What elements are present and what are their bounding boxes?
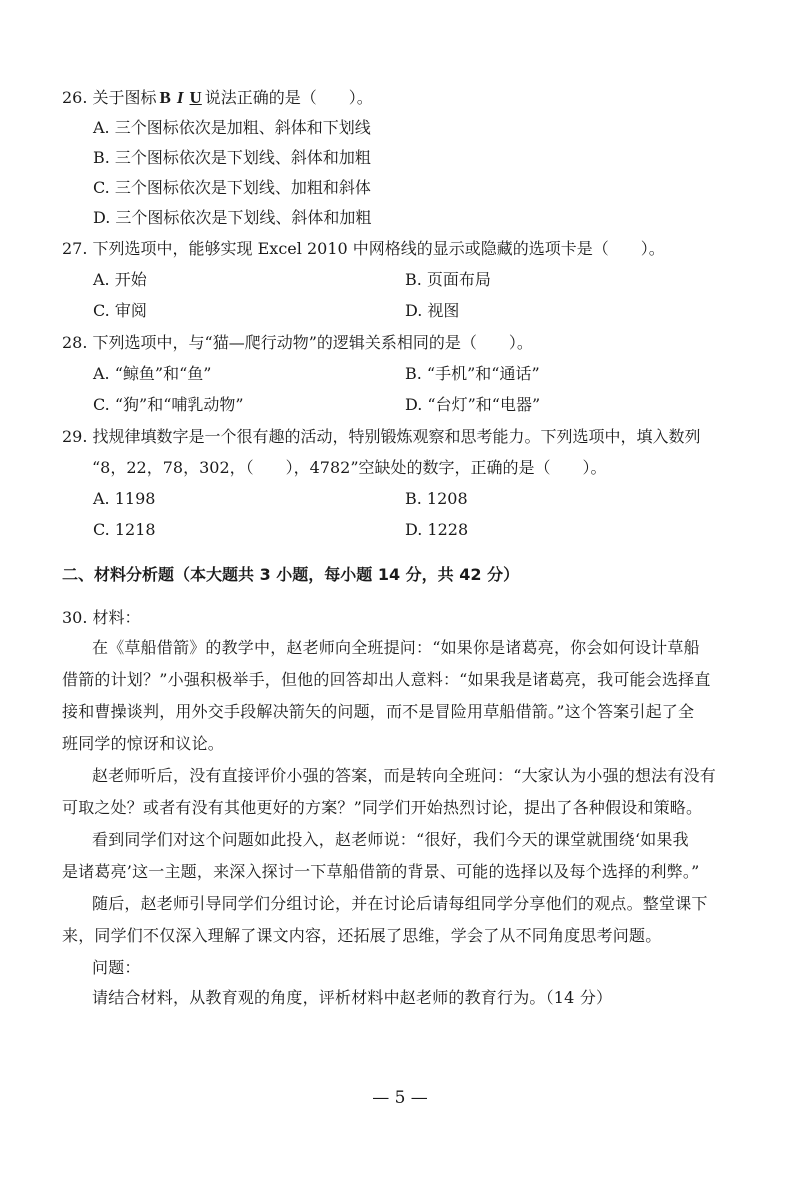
question-27-option-a: A. 开始 <box>93 270 147 289</box>
question-27-option-c: C. 审阅 <box>93 301 147 320</box>
material-line-3: 接和曹操谈判，用外交手段解决箭矢的问题，而不是冒险用草船借箭。”这个答案引起了全 <box>62 702 695 721</box>
question-26-prefix: 26. 关于图标 <box>62 88 157 107</box>
question-26-suffix: 说法正确的是（ ）。 <box>204 88 373 107</box>
question-28-option-a: A. “鲸鱼”和“鱼” <box>93 364 212 383</box>
material-line-4: 班同学的惊讶和议论。 <box>62 734 225 753</box>
question-29-option-b: B. 1208 <box>405 489 468 508</box>
page-number: — 5 — <box>372 1088 428 1108</box>
question-26-option-d: D. 三个图标依次是下划线、斜体和加粗 <box>93 208 372 227</box>
question-28-option-b: B. “手机”和“通话” <box>405 364 540 383</box>
question-29-option-a: A. 1198 <box>93 489 156 508</box>
question-27-stem: 27. 下列选项中，能够实现 Excel 2010 中网格线的显示或隐藏的选项卡是（ ）。 <box>62 239 665 258</box>
question-30-label: 30. 材料： <box>62 608 141 627</box>
question-28-stem: 28. 下列选项中，与“猫—爬行动物”的逻辑关系相同的是（ ）。 <box>62 333 533 352</box>
material-line-6: 可取之处？或者有没有其他更好的方案？”同学们开始热烈讨论，提出了各种假设和策略。 <box>62 798 703 817</box>
question-27-option-b: B. 页面布局 <box>405 270 491 289</box>
question-26-option-a: A. 三个图标依次是加粗、斜体和下划线 <box>93 118 371 137</box>
material-line-1: 在《草船借箭》的教学中，赵老师向全班提问：“如果你是诸葛亮，你会如何设计草船 <box>92 638 700 657</box>
question-28-option-c: C. “狗”和“哺乳动物” <box>93 395 244 414</box>
question-30-question-label: 问题： <box>92 958 141 977</box>
material-line-2: 借箭的计划？”小强积极举手，但他的回答却出人意料：“如果我是诸葛亮，我可能会选择直 <box>62 670 711 689</box>
question-26-option-b: B. 三个图标依次是下划线、斜体和加粗 <box>93 148 371 167</box>
question-27-option-d: D. 视图 <box>405 301 460 320</box>
question-30-question: 请结合材料，从教育观的角度，评析材料中赵老师的教育行为。（14 分） <box>92 988 613 1007</box>
material-line-9: 随后，赵老师引导同学们分组讨论，并在讨论后请每组同学分享他们的观点。整堂课下 <box>92 894 708 913</box>
section-2-title: 二、材料分析题（本大题共 3 小题，每小题 14 分，共 42 分） <box>62 565 520 584</box>
material-line-5: 赵老师听后，没有直接评价小强的答案，而是转向全班问：“大家认为小强的想法有没有 <box>92 766 716 785</box>
question-26-stem <box>62 88 373 108</box>
underline-icon: U <box>189 88 202 107</box>
question-28-option-d: D. “台灯”和“电器” <box>405 395 541 414</box>
question-29-option-c: C. 1218 <box>93 520 156 539</box>
question-29-stem-line1: 29. 找规律填数字是一个很有趣的活动，特别锻炼观察和思考能力。下列选项中，填入数列 <box>62 427 701 446</box>
material-line-7: 看到同学们对这个问题如此投入，赵老师说：“很好，我们今天的课堂就围绕‘如果我 <box>92 830 689 849</box>
question-26-option-c: C. 三个图标依次是下划线、加粗和斜体 <box>93 178 371 197</box>
material-line-8: 是诸葛亮’这一主题，来深入探讨一下草船借箭的背景、可能的选择以及每个选择的利弊。” <box>62 862 700 881</box>
bold-icon: B <box>159 88 171 107</box>
italic-icon: I <box>176 88 184 107</box>
question-29-stem-line2: “8，22，78，302，（ ），4782”空缺处的数字，正确的是（ ）。 <box>92 458 607 477</box>
question-29-option-d: D. 1228 <box>405 520 469 539</box>
material-line-10: 来，同学们不仅深入理解了课文内容，还拓展了思维，学会了从不同角度思考问题。 <box>62 926 662 945</box>
